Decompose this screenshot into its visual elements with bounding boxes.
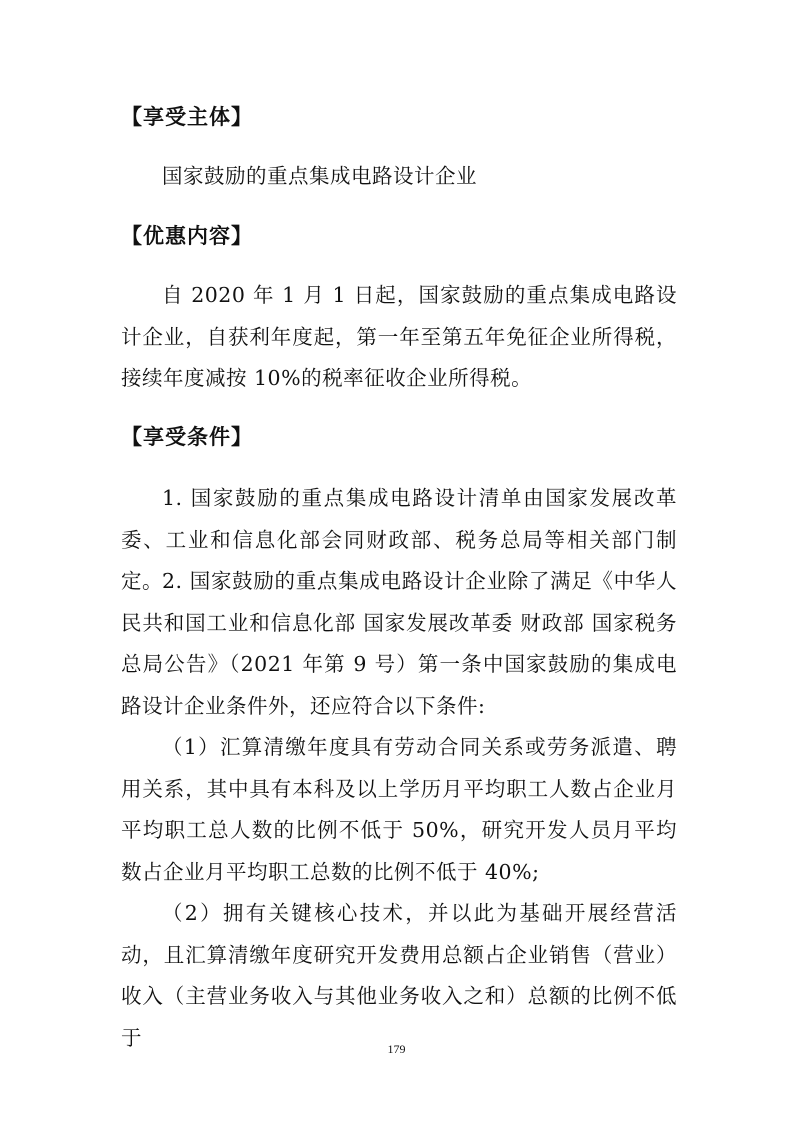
paragraph-benefit: 自 2020 年 1 月 1 日起，国家鼓励的重点集成电路设计企业，自获利年度起，第一年至第五年免征企业所得税，接续年度减按 10%的税率征收企业所得税。 [121, 283, 677, 390]
paragraph-condition-2: 2. 国家鼓励的重点集成电路设计企业除了满足《中华人民共和国工业和信息化部 国家发展改革委 财政部 国家税务总局公告》（2021 年第 9 号）第一条中国家鼓励的集成电路设计企业条件外，还应符合以下条件: [121, 569, 677, 718]
section-heading-benefit: 【优惠内容】 [121, 224, 253, 248]
paragraph-subject: 国家鼓励的重点集成电路设计企业 [162, 164, 477, 188]
section-heading-subject: 【享受主体】 [121, 105, 253, 129]
paragraph-condition-1: 1. 国家鼓励的重点集成电路设计清单由国家发展改革委、工业和信息化部会同财政部、税务总局等相关部门制定。 [121, 486, 677, 593]
section-heading-conditions: 【享受条件】 [121, 425, 253, 449]
page-number: 179 [387, 1042, 406, 1056]
paragraph-condition-2-1: （1）汇算清缴年度具有劳动合同关系或劳务派遣、聘用关系，其中具有本科及以上学历月平均职工人数占企业月平均职工总人数的比例不低于 50%，研究开发人员月平均数占企业月平均职工总数的比例不低于 40%; [121, 735, 677, 884]
paragraph-condition-2-2: （2）拥有关键核心技术，并以此为基础开展经营活动，且汇算清缴年度研究开发费用总额占企业销售（营业）收入（主营业务收入与其他业务收入之和）总额的比例不低于 [121, 901, 677, 1050]
